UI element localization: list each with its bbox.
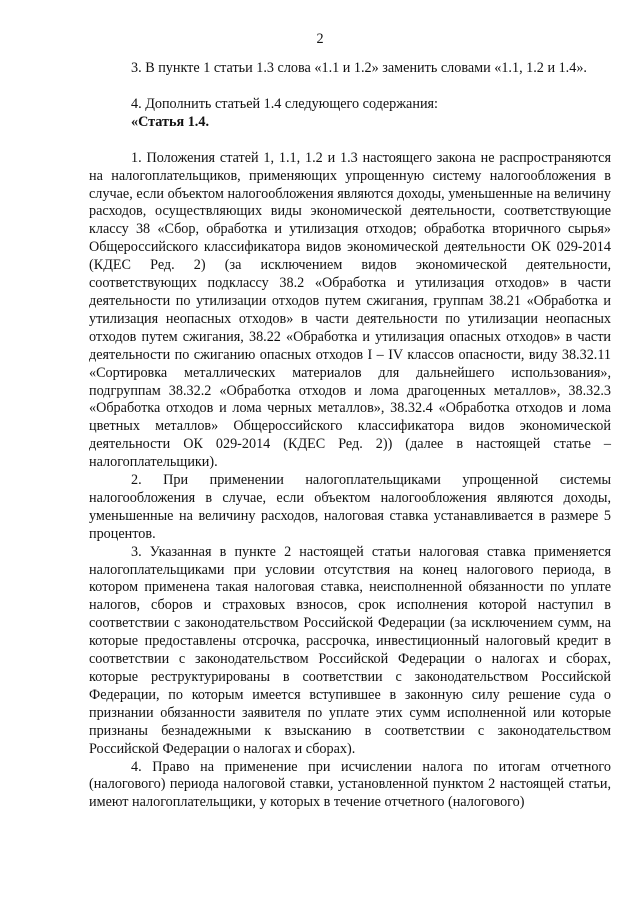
article-heading: «Статья 1.4.	[131, 113, 209, 130]
page-number: 2	[316, 31, 324, 47]
paragraph-article-clause-1: 1. Положения статей 1, 1.1, 1.2 и 1.3 настоящего закона не распространяются на налогоплательщиков, применяющих упрощенную систему налогообложения в случае, если объектом налогообложения являются доходы, уменьшенные на величину расходов, осуществляющих виды экономической деятельности, соответствующие классу 38 «Сбор, обработка и утилизация отходов; обработка вторичного сырья» Общероссийского классификатора видов экономической деятельности ОК 029-2014 (КДЕС Ред. 2) (за исключением видов экономической деятельности, соответствующих подклассу 38.2 «Обработка и утилизация отходов» в части деятельности по утилизации отходов путем сжигания, группам 38.21 «Обработка и утилизация неопасных отходов» в части деятельности по утилизации неопасных отходов путем сжигания, 38.22 «Обработка и утилизация опасных отходов» в части деятельности по сжиганию опасных отходов I – IV классов опасности, виду 38.32.11 «Сортировка металлических материалов для дальнейшего использования», подгруппам 38.32.2 «Обработка отходов и лома драгоценных металлов», 38.32.3 «Обработка отходов и лома черных металлов», 38.32.4 «Обработка отходов и лома цветных металлов» Общероссийского классификатора видов экономической деятельности ОК 029-2014 (КДЕС Ред. 2)) (далее в настоящей статье – налогоплательщики).	[89, 149, 611, 471]
document-body	[89, 60, 611, 812]
paragraph-article-clause-3: 3. Указанная в пункте 2 настоящей статьи налоговая ставка применяется налогоплательщиками при условии отсутствия на конец налогового периода, в котором применена такая налоговая ставка, неисполненной обязанности по уплате налогов, сборов и страховых взносов, срок исполнения которой наступил в соответствии с законодательством Российской Федерации (за исключением сумм, на которые предоставлены отсрочка, рассрочка, инвестиционный налоговый кредит в соответствии с законодательством Российской Федерации о налогах и сборах, которые реструктурированы в соответствии с законодательством Российской Федерации, по которым имеется вступившее в законную силу решение суда о признании обязанности заявителя по уплате этих сумм исполненной или которые признаны безнадежными к взысканию в соответствии с законодательством Российской Федерации о налогах и сборах).	[89, 543, 611, 757]
spacer	[89, 132, 611, 150]
paragraph-article-clause-2: 2. При применении налогоплательщиками упрощенной системы налогообложения в случае, если объектом налогообложения являются доходы, уменьшенные на величину расходов, налоговая ставка устанавливается в размере 5 процентов.	[89, 472, 611, 542]
paragraph-amendment-3: 3. В пункте 1 статьи 1.3 слова «1.1 и 1.2» заменить словами «1.1, 1.2 и 1.4».	[131, 60, 587, 76]
paragraph-amendment-4: 4. Дополнить статьей 1.4 следующего содержания:	[131, 95, 438, 112]
paragraph-article-clause-4: 4. Право на применение при исчислении налога по итогам отчетного (налогового) периода налоговой ставки, установленной пунктом 2 настоящей статьи, имеют налогоплательщики, у которых в течение отчетного (налогового)	[89, 758, 611, 811]
